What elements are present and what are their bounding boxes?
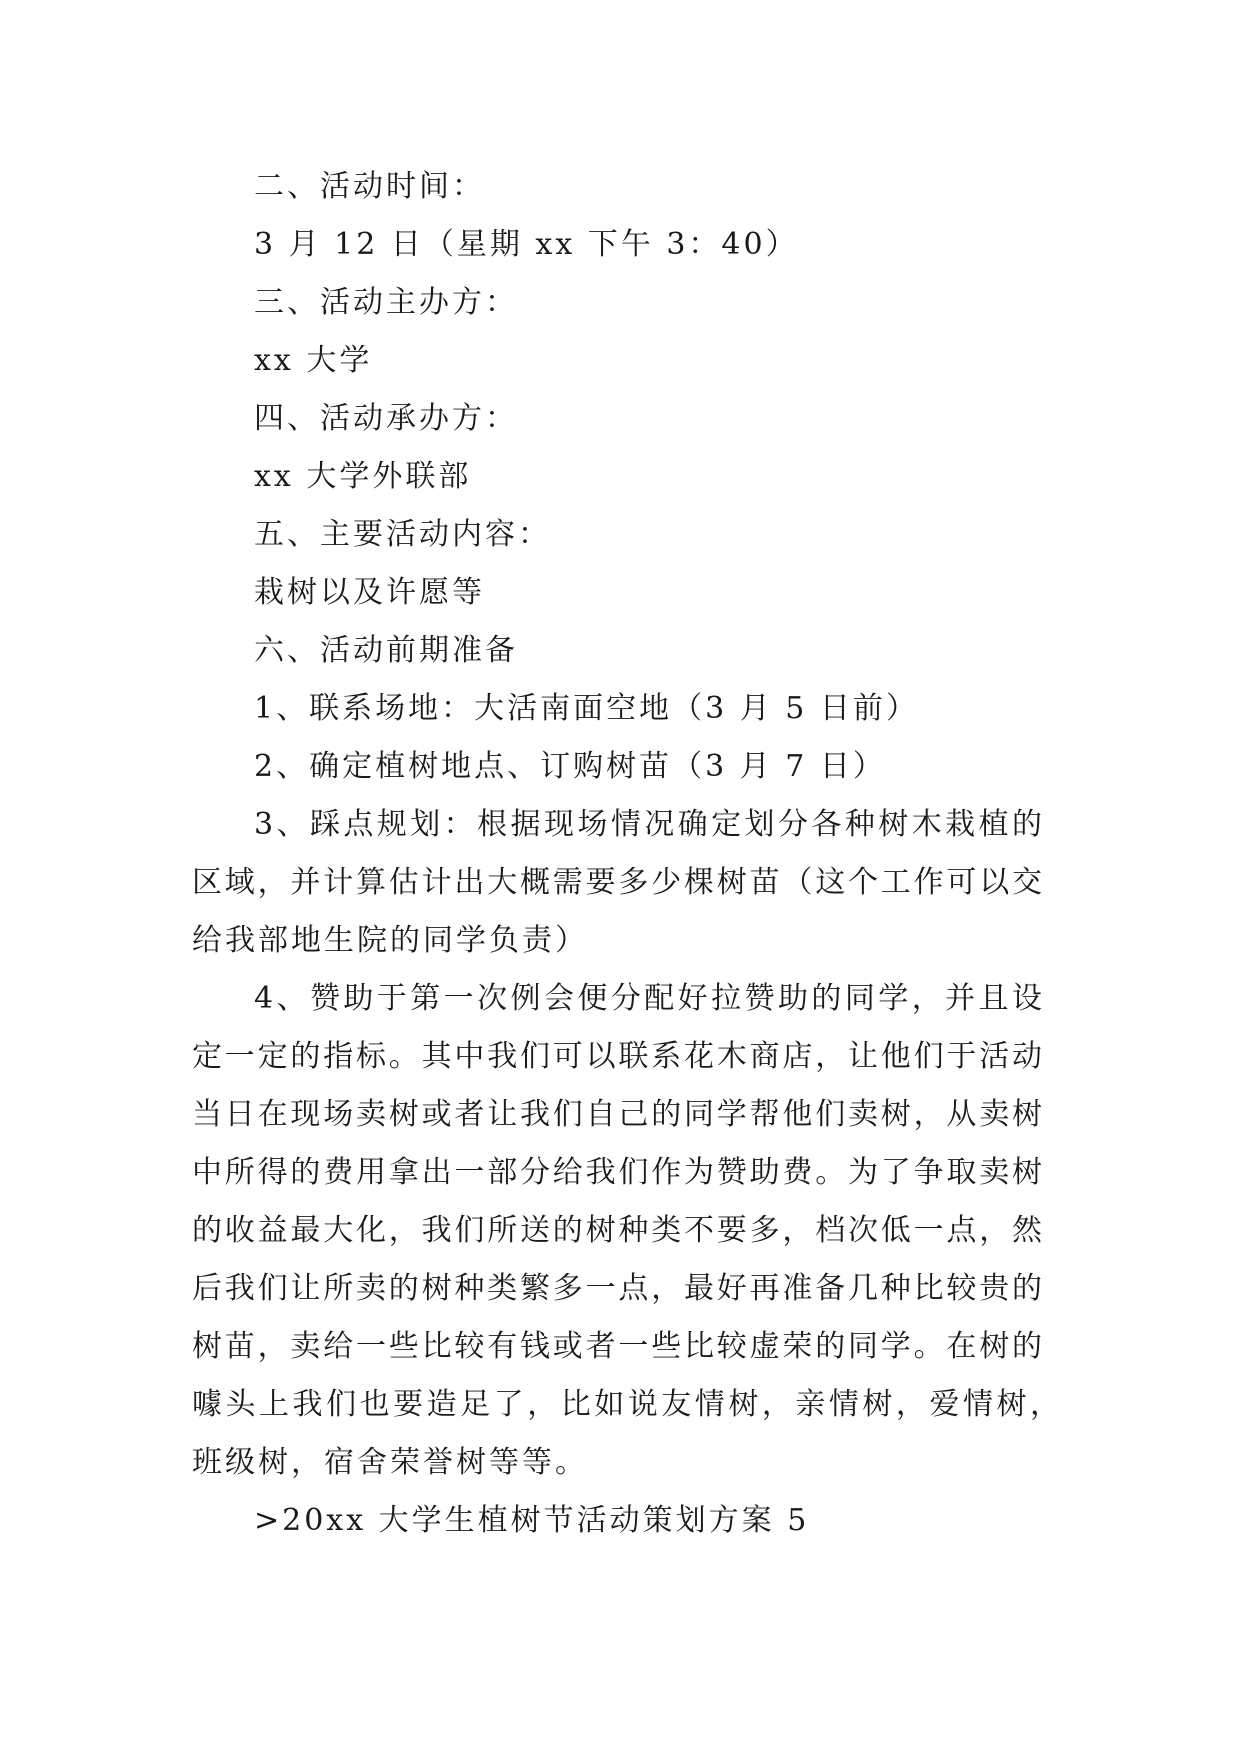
prep-item-4-line-7: 树苗，卖给一些比较有钱或者一些比较虚荣的同学。在树的 <box>192 1329 1042 1364</box>
prep-item-4-line-2: 定一定的指标。其中我们可以联系花木商店，让他们于活动 <box>192 1039 1042 1074</box>
prep-item-4-line-5: 的收益最大化，我们所送的树种类不要多，档次低一点，然 <box>192 1213 1042 1248</box>
prep-item-4-line-9: 班级树，宿舍荣誉树等等。 <box>192 1445 588 1480</box>
prep-item-4-line-3: 当日在现场卖树或者让我们自己的同学帮他们卖树，从卖树 <box>192 1097 1042 1132</box>
heading-co-organizer: 四、活动承办方： <box>254 401 518 436</box>
heading-main-content: 五、主要活动内容： <box>254 517 551 552</box>
prep-item-1: 1、联系场地：大活南面空地（3 月 5 日前） <box>254 691 919 726</box>
prep-item-2: 2、确定植树地点、订购树苗（3 月 7 日） <box>254 749 886 784</box>
main-content-value: 栽树以及许愿等 <box>254 575 485 610</box>
co-organizer-value: xx 大学外联部 <box>254 459 472 494</box>
next-section-title: >20xx 大学生植树节活动策划方案 5 <box>254 1503 810 1538</box>
prep-item-4-line-4: 中所得的费用拿出一部分给我们作为赞助费。为了争取卖树 <box>192 1155 1042 1190</box>
prep-item-3-line-2: 区域，并计算估计出大概需要多少棵树苗（这个工作可以交 <box>192 865 1042 900</box>
prep-item-4-line-1: 4、赞助于第一次例会便分配好拉赞助的同学，并且设 <box>254 981 1042 1016</box>
prep-item-4-line-6: 后我们让所卖的树种类繁多一点，最好再准备几种比较贵的 <box>192 1271 1042 1306</box>
prep-item-4-line-8: 噱头上我们也要造足了，比如说友情树，亲情树，爱情树， <box>192 1387 1060 1422</box>
prep-item-3-line-1: 3、踩点规划：根据现场情况确定划分各种树木栽植的 <box>254 807 1042 842</box>
activity-time-value: 3 月 12 日（星期 xx 下午 3：40） <box>254 227 799 262</box>
heading-organizer: 三、活动主办方： <box>254 285 518 320</box>
organizer-value: xx 大学 <box>254 343 373 378</box>
heading-activity-time: 二、活动时间： <box>254 169 485 204</box>
prep-item-3-line-3: 给我部地生院的同学负责） <box>192 923 588 958</box>
heading-preparation: 六、活动前期准备 <box>254 633 518 668</box>
